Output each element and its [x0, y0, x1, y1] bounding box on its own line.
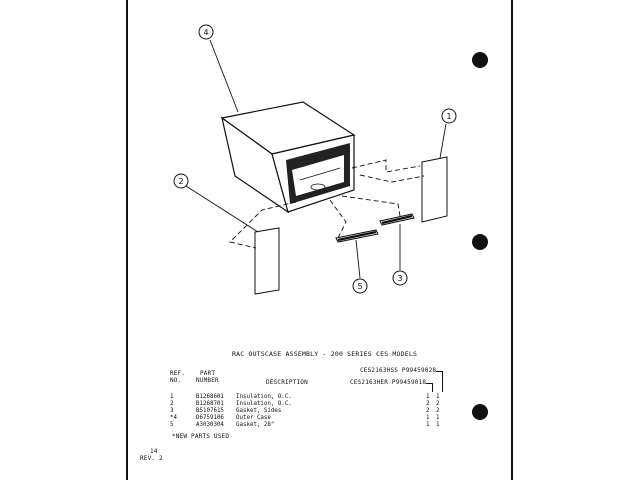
row-part-number: A3030304 — [196, 422, 224, 428]
callout-2 — [174, 174, 188, 188]
callout-5-label: 5 — [357, 282, 363, 291]
table-row — [170, 408, 460, 415]
model-column-1-label: CES2163HSS P99459028 — [360, 367, 437, 374]
row-part-number: D6759106 — [196, 415, 224, 421]
row-ref: 1 — [170, 394, 174, 400]
callout-4-label: 4 — [203, 28, 209, 37]
row-part-number: B1268601 — [196, 394, 224, 400]
table-row — [170, 401, 460, 408]
row-part-number: B5107615 — [196, 408, 224, 414]
callout-1 — [442, 109, 456, 123]
row-description: Insulation, O.C. — [236, 394, 292, 400]
row-qty-model-1: 1 — [426, 394, 430, 400]
row-qty-model-2: 1 — [436, 415, 440, 421]
row-qty-model-2: 1 — [436, 422, 440, 428]
revision-label: REV. 2 — [140, 455, 163, 462]
outer-case-drawing — [222, 102, 354, 212]
row-description: Outer Case — [236, 415, 271, 421]
table-row — [170, 394, 460, 401]
row-qty-model-2: 1 — [436, 394, 440, 400]
callout-2-label: 2 — [178, 177, 184, 186]
row-qty-model-1: 1 — [426, 415, 430, 421]
row-ref: 5 — [170, 422, 174, 428]
row-description: Insulation, O.C. — [236, 401, 292, 407]
header-description: DESCRIPTION — [266, 379, 308, 386]
row-part-number: B1268701 — [196, 401, 224, 407]
new-parts-footnote: *NEW PARTS USED — [172, 433, 230, 440]
header-ref-line1: REF. — [170, 370, 186, 377]
insulation-panel-left — [255, 228, 279, 294]
row-qty-model-1: 1 — [426, 422, 430, 428]
model-2-bracket — [426, 383, 433, 392]
callout-3-label: 3 — [397, 274, 403, 283]
page-number: 14 — [150, 448, 158, 455]
row-ref: 3 — [170, 408, 174, 414]
model-column-2-label: CES2163HER P99459018 — [350, 379, 427, 386]
row-description: Gasket, Sides — [236, 408, 282, 414]
row-ref: *4 — [170, 415, 177, 421]
callout-3 — [393, 271, 407, 285]
row-qty-model-2: 2 — [436, 401, 440, 407]
table-row — [170, 422, 460, 429]
header-part-line2: NUMBER — [196, 377, 219, 384]
row-description: Gasket, 28" — [236, 422, 275, 428]
model-1-bracket — [436, 371, 443, 392]
row-ref: 2 — [170, 401, 174, 407]
header-part-line1: PART — [200, 370, 216, 377]
callout-4 — [199, 25, 213, 39]
table-row — [170, 415, 460, 422]
row-qty-model-1: 2 — [426, 408, 430, 414]
gasket-strips — [336, 214, 414, 242]
assembly-title: RAC OUTSCASE ASSEMBLY - 200 SERIES CES MODELS — [232, 350, 418, 358]
callout-1-label: 1 — [446, 112, 452, 121]
insulation-panel-right — [422, 157, 447, 222]
callout-5 — [353, 279, 367, 293]
header-ref-line2: NO. — [170, 377, 182, 384]
row-qty-model-2: 2 — [436, 408, 440, 414]
row-qty-model-1: 2 — [426, 401, 430, 407]
